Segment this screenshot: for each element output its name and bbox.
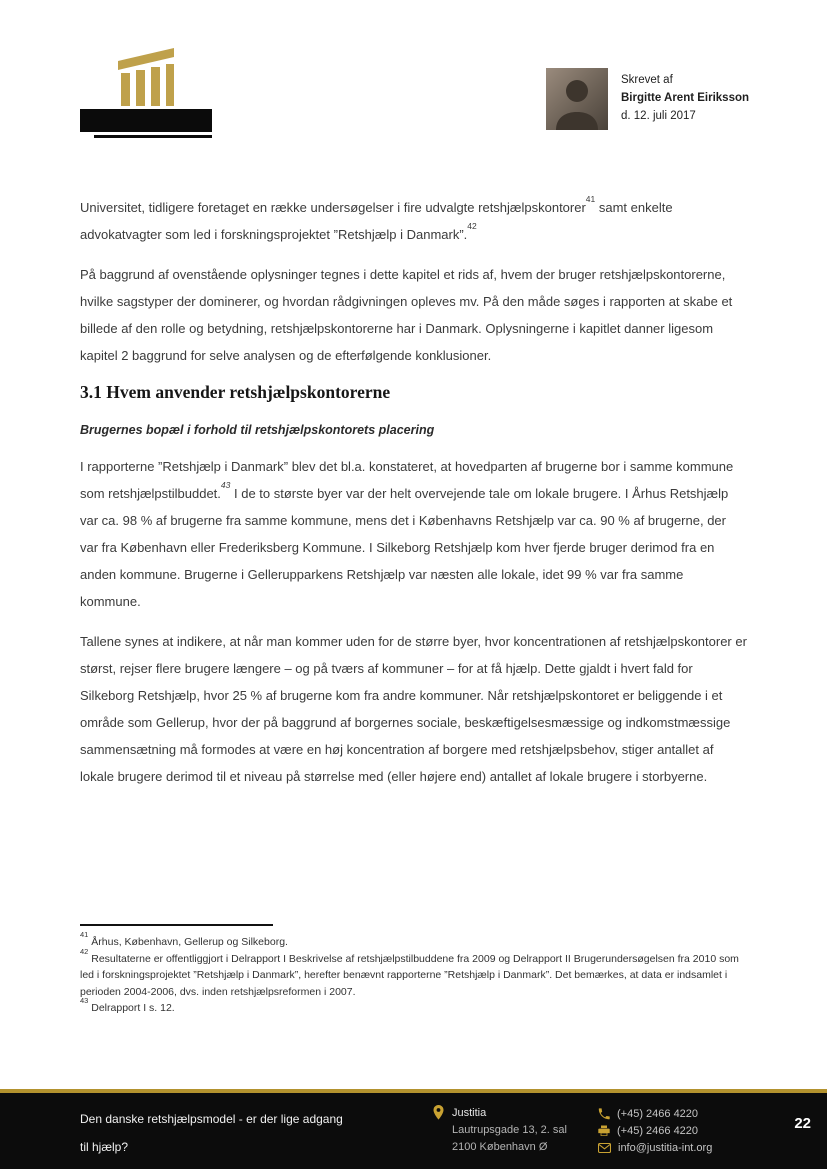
footnote-42 bbox=[80, 946, 747, 1001]
paragraph-3 bbox=[80, 453, 747, 615]
author-date: d. 12. juli 2017 bbox=[621, 110, 696, 122]
author-meta bbox=[621, 68, 749, 130]
phone-number: (+45) 2466 4220 bbox=[617, 1107, 699, 1120]
report-title bbox=[80, 1105, 432, 1161]
paragraph-3-text-2: I de to største byer var der helt overvejende tale om lokale brugere. I Århus Retshjælp var ca. 98 % af brugerne fra samme kommune, mens det i Københavns Retshjælp var ca. 90 % af brugerne, der var fra København eller Frederiksberg Kommune. I Silkeborg Retshjælp kom hver fjerde bruger derimod fra en anden kommune. Brugerne i Gellerupparkens Retshjælp var næsten alle lokale, idet 99 % var fra samme kommune. bbox=[80, 486, 729, 609]
author-label: Skrevet af bbox=[621, 74, 673, 86]
author-box bbox=[546, 68, 749, 130]
footnote-42-text: Resultaterne er offentliggjort i Delrapport I Beskrivelse af retshjælpstilbuddene fra 2009 og Delrapport II Brugerundersøgelsen fra 2010 som led i forskningsprojektet ”Retshjælp i Danmark”, herefter benævnt rapporterne ”Retshjælp i Danmark”. Det bemærkes, at data er indsamlet i perioden 2004-2006, dvs. inden retshjælpsreformen i 2007. bbox=[80, 952, 739, 998]
paragraph-1 bbox=[80, 194, 747, 248]
logo-wordmark-bar bbox=[80, 109, 212, 132]
address-line-1: Lautrupsgade 13, 2. sal bbox=[452, 1124, 567, 1136]
org-name: Justitia bbox=[452, 1107, 487, 1119]
contact-block bbox=[598, 1105, 712, 1156]
footnote-42-number: 42 bbox=[80, 946, 89, 956]
page-number: 22 bbox=[794, 1115, 811, 1132]
footnote-41-text: Århus, København, Gellerup og Silkeborg. bbox=[88, 936, 288, 948]
fax-row bbox=[598, 1122, 712, 1139]
paragraph-2: På baggrund af ovenstående oplysninger tegnes i dette kapitel et rids af, hvem der bruger retshjælpskontorerne, hvilke sagstyper der dominerer, og hvordan rådgivningen opleves mv. På den måde søges i rapporten at skabe et billede af den rolle og betydning, retshjælpskontorerne har i Danmark. Oplysningerne i kapitlet danner ligesom kapitel 2 baggrund for selve analysen og de efterfølgende konklusioner. bbox=[80, 267, 733, 363]
email-row bbox=[598, 1139, 712, 1156]
page-content bbox=[80, 194, 747, 803]
subsection-title: Brugernes bopæl i forhold til retshjælpskontorets placering bbox=[80, 423, 435, 437]
address-block bbox=[432, 1105, 584, 1156]
email-address: info@justitia-int.org bbox=[618, 1141, 713, 1154]
footnote-43-text: Delrapport I s. 12. bbox=[88, 1002, 175, 1014]
footnote-ref-41: 41 bbox=[585, 193, 596, 204]
logo-underline bbox=[94, 135, 212, 138]
fax-icon bbox=[598, 1125, 610, 1137]
footnote-separator-rule bbox=[80, 924, 273, 926]
section-title: 3.1 Hvem anvender retshjælpskontorerne bbox=[80, 382, 391, 402]
footnote-ref-42: 42 bbox=[467, 220, 477, 231]
footnote-43-number: 43 bbox=[80, 996, 89, 1005]
justitia-logo-icon bbox=[114, 44, 178, 106]
email-icon bbox=[598, 1143, 611, 1153]
report-title-line1: Den danske retshjælpsmodel - er der lige adgang bbox=[80, 1112, 343, 1126]
location-pin-icon bbox=[432, 1105, 445, 1120]
author-name: Birgitte Arent Eiriksson bbox=[621, 92, 750, 104]
address-line-2: 2100 København Ø bbox=[452, 1141, 548, 1153]
paragraph-1-text-2: samt enkelte advokatvagter som led i forskningsprojektet ”Retshjælp i Danmark”. bbox=[80, 200, 673, 242]
paragraph-4: Tallene synes at indikere, at når man kommer uden for de større byer, hvor koncentrationen af retshjælpskontorer er størst, rejser flere brugere længere – og på tværs af kommuner – for at få hjælp. Dette gjaldt i hvert fald for Silkeborg Retshjælp, hvor 25 % af brugerne kom fra andre kommuner. Når retshjælpskontoret er beliggende i et område som Gellerup, hvor der på baggrund af borgernes sociale, beskæftigelsesmæssige og indkomstmæssige sammensætning må formodes at være en høj koncentration af borgere med retshjælpsbehov, stiger antallet af lokale brugere derimod til et niveau på størrelse med (eller højere end) antallet af lokale brugere i storbyerne. bbox=[80, 634, 747, 784]
author-photo-placeholder bbox=[546, 68, 608, 130]
footnotes-section bbox=[80, 924, 747, 1017]
phone-row bbox=[598, 1105, 712, 1122]
report-title-line2: til hjælp? bbox=[80, 1140, 129, 1154]
author-photo bbox=[546, 68, 608, 130]
paragraph-1-text: Universitet, tidligere foretaget en række undersøgelser i fire udvalgte retshjælpskontorer bbox=[80, 200, 586, 215]
footnote-41 bbox=[80, 930, 747, 951]
logo bbox=[80, 44, 212, 138]
phone-icon bbox=[598, 1108, 610, 1120]
address-lines bbox=[452, 1105, 567, 1156]
footnote-43 bbox=[80, 996, 747, 1017]
paragraph-3-text: I rapporterne ”Retshjælp i Danmark” blev det bl.a. konstateret, at hovedparten af brugerne bor i samme kommune som retshjælpstilbuddet. bbox=[80, 459, 734, 501]
footnote-41-number: 41 bbox=[80, 930, 89, 939]
page-footer bbox=[0, 1089, 827, 1169]
footnote-ref-43: 43 bbox=[220, 479, 231, 490]
fax-number: (+45) 2466 4220 bbox=[617, 1124, 699, 1137]
